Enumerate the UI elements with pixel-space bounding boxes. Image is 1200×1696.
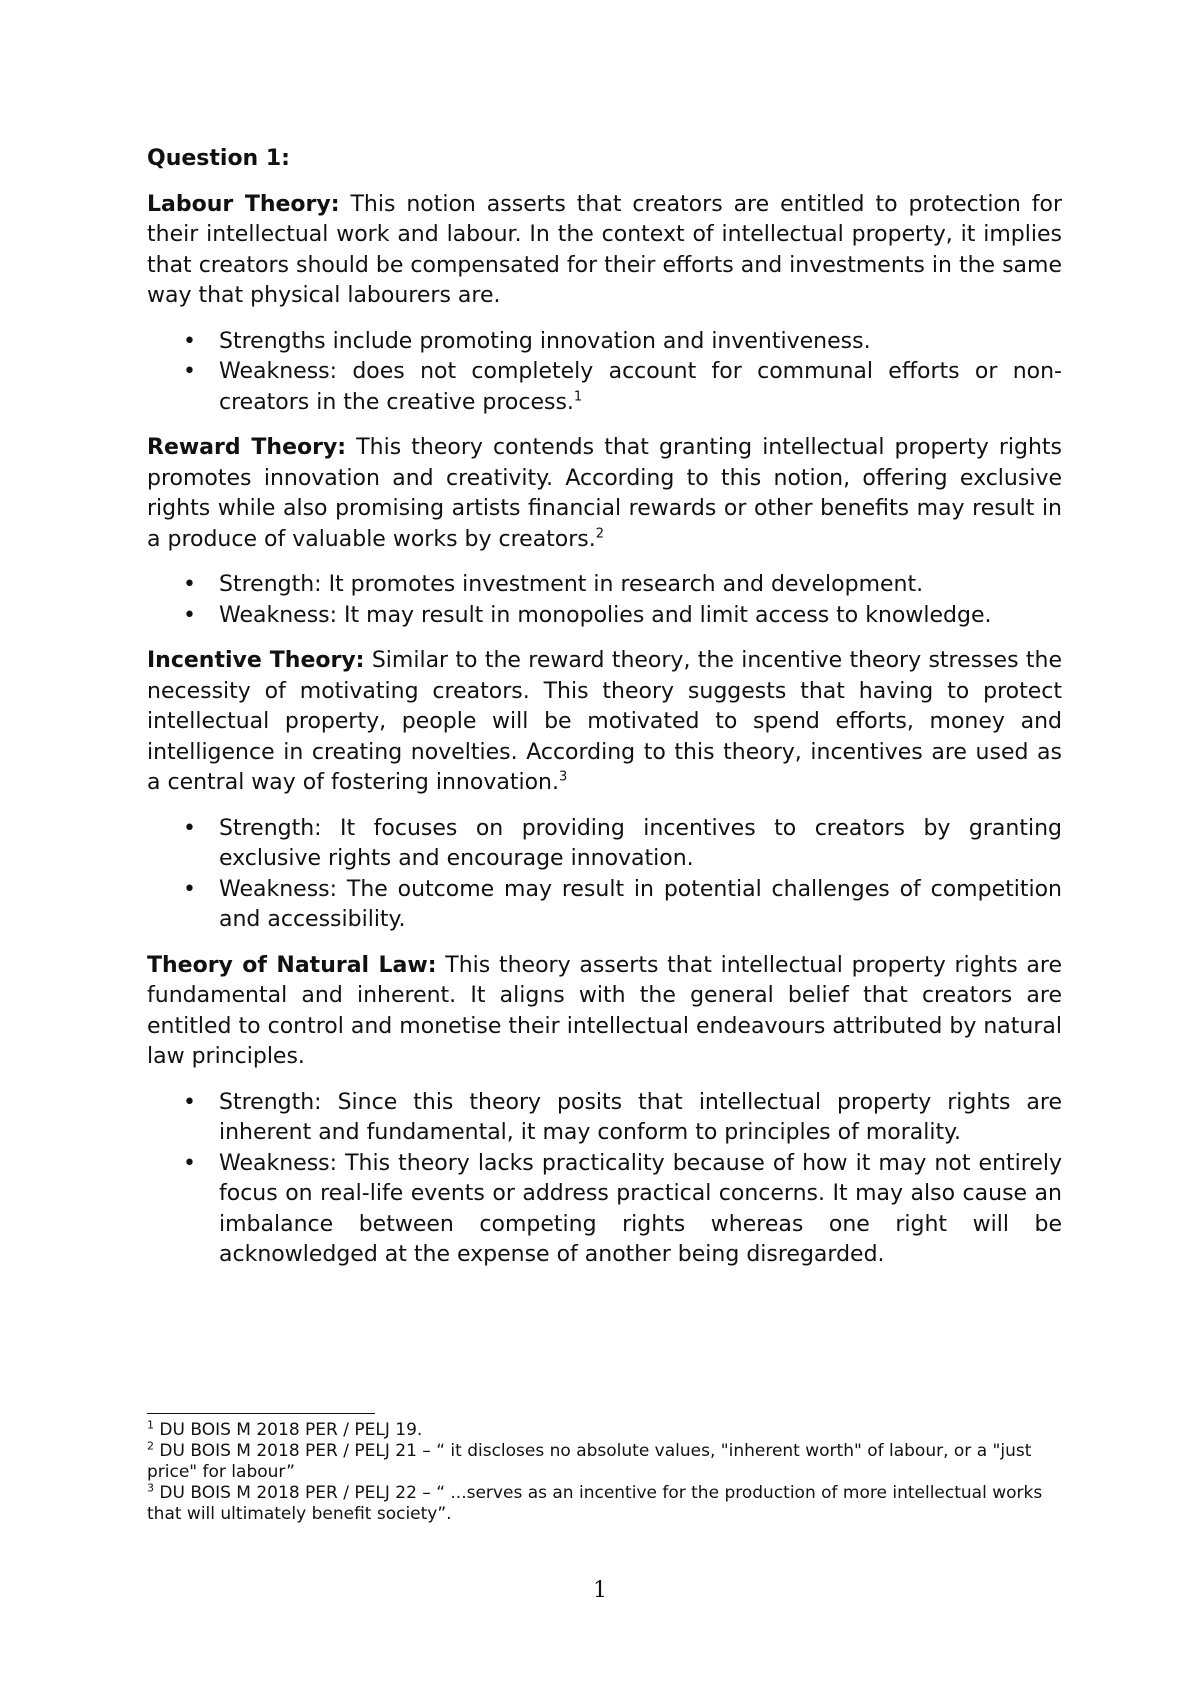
section-term: Theory of Natural Law:: [147, 952, 437, 978]
page-number: 1: [593, 1578, 607, 1603]
footnote-number: 2: [147, 1439, 154, 1453]
bullet-list: [147, 570, 1062, 631]
footnote: [147, 1483, 1057, 1525]
bullet-icon: •: [183, 815, 196, 841]
section-text: This theory contends that granting intellectual property rights promotes innovation and creativity. According to this notion, offering exclusive rights while also promising artists financial rewards or other benefits may result in a produce of valuable works by creators.: [147, 435, 1062, 552]
section-term: Incentive Theory:: [147, 648, 365, 673]
list-item: [147, 875, 1062, 936]
footnote-number: 3: [147, 1481, 154, 1495]
bullet-icon: •: [183, 328, 196, 354]
footnote-text: DU BOIS M 2018 PER / PELJ 21 – “ it discloses no absolute values, "inherent worth" of labour, or a "just price" for labour”: [147, 1441, 1032, 1482]
section-text: Similar to the reward theory, the incentive theory stresses the necessity of motivating creators. This theory suggests that having to protect intellectual property, people will be motivated to spend efforts, money and intelligence in creating novelties. According to this theory, incentives are used as a central way of fostering innovation.: [147, 648, 1062, 795]
list-item: [147, 814, 1062, 875]
list-item: [147, 570, 1062, 601]
bullet-icon: •: [183, 572, 196, 597]
section-paragraph: [147, 951, 1062, 1073]
section-paragraph: [147, 646, 1062, 799]
section-paragraph: [147, 190, 1062, 312]
footnote-ref: 3: [558, 769, 568, 785]
footnote-separator: [147, 1413, 375, 1414]
section-text: This theory asserts that intellectual property rights are fundamental and inherent. It aligns with the general belief that creators are entitled to control and monetise their intellectual endeavours attributed by natural law principles.: [147, 952, 1062, 1069]
list-item: [147, 601, 1062, 632]
bullet-text: Strength: It promotes investment in research and development.: [219, 572, 924, 597]
bullet-list: [147, 814, 1062, 936]
bullet-icon: •: [183, 1089, 196, 1115]
list-item: [147, 1088, 1062, 1149]
list-item: [147, 327, 1062, 358]
footnote-text: DU BOIS M 2018 PER / PELJ 19.: [154, 1420, 423, 1440]
page-body: [147, 144, 1062, 1286]
bullet-icon: •: [183, 876, 196, 902]
footnote-ref: 1: [573, 389, 583, 405]
question-heading: Question 1:: [147, 146, 290, 171]
bullet-text: Strength: It focuses on providing incentives to creators by granting exclusive rights and encourage innovation.: [219, 815, 1062, 871]
bullet-icon: •: [183, 359, 196, 384]
bullet-text: Weakness: The outcome may result in potential challenges of competition and accessibility.: [219, 876, 1062, 932]
footnote-number: 1: [147, 1418, 154, 1432]
bullet-icon: •: [183, 1150, 196, 1176]
footnote: [147, 1420, 1057, 1441]
footnotes: [147, 1420, 1057, 1525]
section-term: Labour Theory:: [147, 191, 340, 217]
bullet-icon: •: [183, 602, 196, 628]
list-item: [147, 1149, 1062, 1271]
bullet-list: [147, 327, 1062, 419]
section-paragraph: [147, 433, 1062, 555]
footnote-text: DU BOIS M 2018 PER / PELJ 22 – “ ...serves as an incentive for the production of more intellectual works that will ultimately benefit society”.: [147, 1483, 1043, 1524]
section-term: Reward Theory:: [147, 435, 347, 460]
bullet-text: Weakness: does not completely account for communal efforts or non-creators in the creative process.: [219, 359, 1062, 415]
bullet-list: [147, 1088, 1062, 1271]
bullet-text: Strengths include promoting innovation and inventiveness.: [219, 328, 871, 354]
list-item: [147, 357, 1062, 418]
bullet-text: Strength: Since this theory posits that intellectual property rights are inherent and fundamental, it may conform to principles of morality.: [219, 1089, 1062, 1145]
footnote-ref: 2: [595, 526, 605, 542]
bullet-text: Weakness: It may result in monopolies and limit access to knowledge.: [219, 602, 992, 628]
section-text: This notion asserts that creators are entitled to protection for their intellectual work and labour. In the context of intellectual property, it implies that creators should be compensated for their efforts and investments in the same way that physical labourers are.: [147, 191, 1063, 308]
bullet-text: Weakness: This theory lacks practicality because of how it may not entirely focus on real-life events or address practical concerns. It may also cause an imbalance between competing rights whereas one right will be acknowledged at the expense of another being disregarded.: [219, 1150, 1062, 1267]
footnote: [147, 1441, 1057, 1483]
